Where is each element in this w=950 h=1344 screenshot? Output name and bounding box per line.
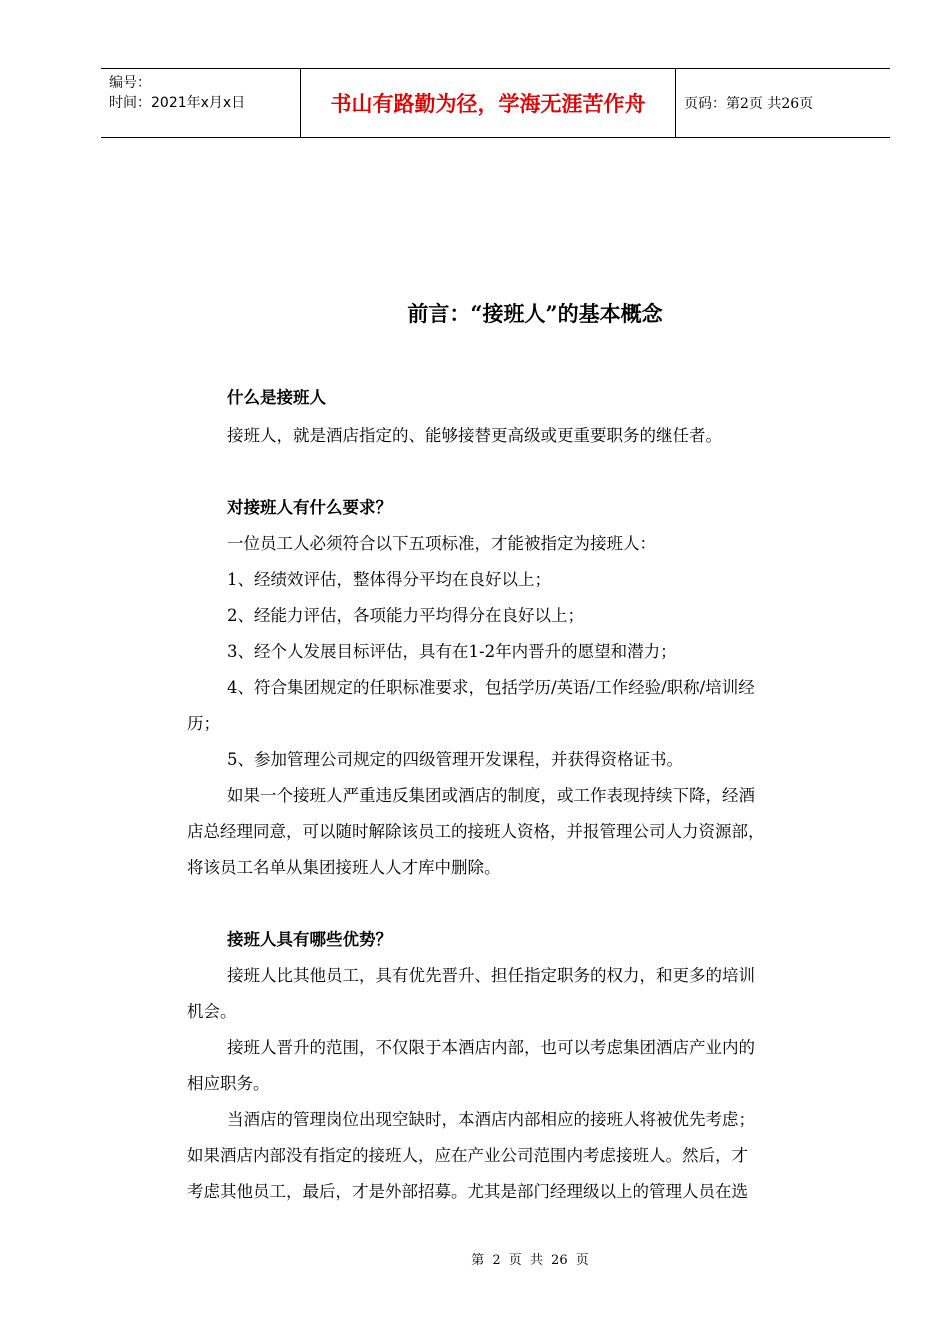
page-header (101, 68, 890, 138)
document-title: 前言：“接班人”的基本概念 (407, 301, 663, 326)
list-item: 1、经绩效评估，整体得分平均在良好以上； (227, 570, 551, 589)
list-item: 4、符合集团规定的任职标准要求，包括学历/英语/工作经验/职称/培训经 (227, 678, 755, 697)
paragraph-line: 相应职务。 (187, 1074, 270, 1093)
paragraph: 接班人，就是酒店指定的、能够接替更高级或更重要职务的继任者。 (227, 426, 722, 445)
page-footer: 第 2 页 共 26 页 (471, 1253, 589, 1268)
paragraph-line: 考虑其他员工，最后，才是外部招募。尤其是部门经理级以上的管理人员在选 (187, 1182, 748, 1201)
list-item: 2、经能力评估，各项能力平均得分在良好以上； (227, 606, 584, 625)
paragraph: 接班人晋升的范围，不仅限于本酒店内部，也可以考虑集团酒店产业内的 (227, 1038, 755, 1057)
paragraph-line: 将该员工名单从集团接班人人才库中删除。 (187, 858, 501, 877)
header-page-info: 页码：第2页 共26页 (684, 96, 814, 112)
paragraph: 当酒店的管理岗位出现空缺时，本酒店内部相应的接班人将被优先考虑； (227, 1110, 755, 1129)
number-label: 编号： (109, 75, 151, 91)
list-item: 3、经个人发展目标评估，具有在1-2年内晋升的愿望和潜力； (227, 642, 677, 661)
section-heading: 对接班人有什么要求？ (227, 498, 392, 517)
list-item: 5、参加管理公司规定的四级管理开发课程，并获得资格证书。 (227, 750, 683, 769)
time-label: 时间：2021年x月x日 (109, 95, 246, 111)
paragraph: 如果一个接班人严重违反集团或酒店的制度，或工作表现持续下降，经酒 (227, 786, 755, 805)
paragraph: 一位员工人必须符合以下五项标准，才能被指定为接班人： (227, 534, 656, 553)
header-motto: 书山有路勤为径，学海无涯苦作舟 (301, 69, 676, 137)
paragraph: 接班人比其他员工，具有优先晋升、担任指定职务的权力，和更多的培训 (227, 966, 755, 985)
paragraph-line: 店总经理同意，可以随时解除该员工的接班人资格，并报管理公司人力资源部， (187, 822, 765, 841)
list-item-continued: 历； (187, 714, 220, 733)
section-heading: 什么是接班人 (227, 388, 326, 407)
section-heading: 接班人具有哪些优势？ (227, 930, 392, 949)
paragraph-line: 机会。 (187, 1002, 237, 1021)
paragraph-line: 如果酒店内部没有指定的接班人，应在产业公司范围内考虑接班人。然后，才 (187, 1146, 748, 1165)
header-meta (101, 69, 301, 137)
